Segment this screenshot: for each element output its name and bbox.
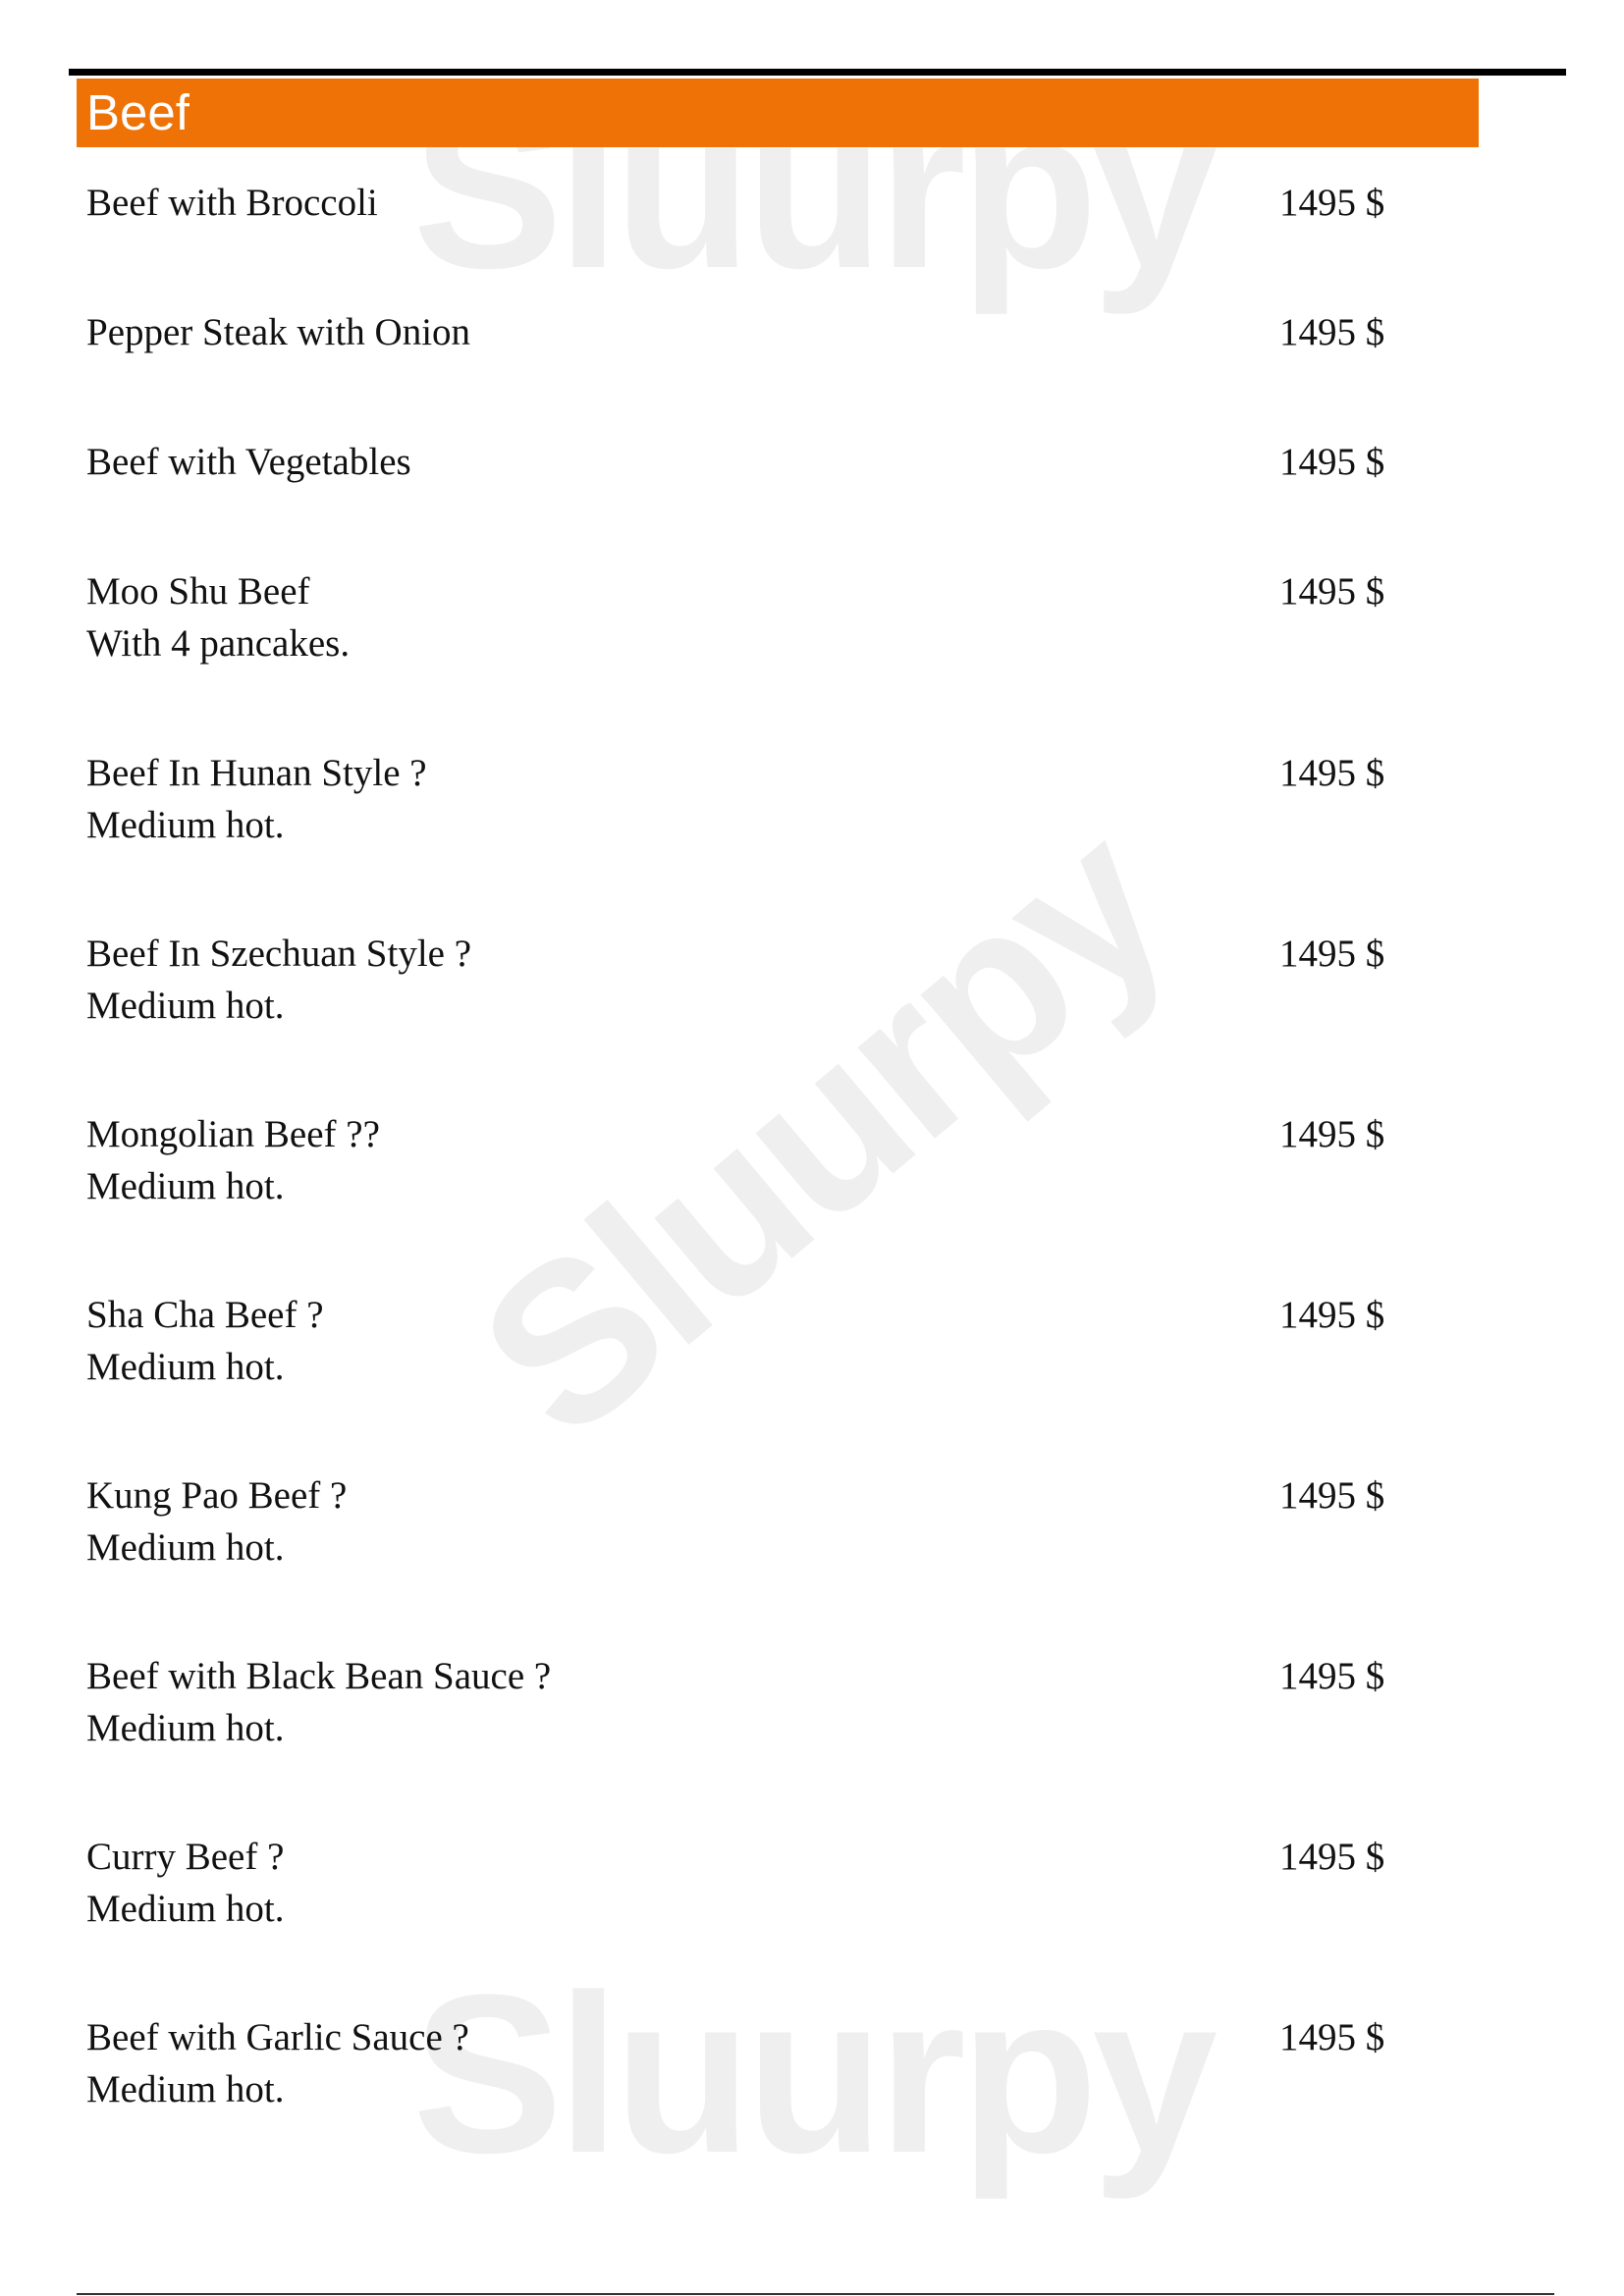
menu-item	[86, 2011, 1432, 2115]
menu-item-price: 1495 $	[1279, 752, 1385, 794]
menu-item	[86, 1469, 1432, 1574]
menu-item	[86, 565, 1432, 669]
menu-item-description: Medium hot.	[86, 985, 285, 1027]
menu-item-name: Beef with Vegetables	[86, 441, 411, 483]
menu-item-price: 1495 $	[1279, 933, 1385, 975]
menu-item-price: 1495 $	[1279, 1474, 1385, 1517]
menu-item-description: Medium hot.	[86, 1888, 285, 1930]
menu-item-name: Sha Cha Beef ?	[86, 1294, 324, 1336]
watermark-bottom: Sluurpy	[412, 1948, 1213, 2200]
menu-item	[86, 177, 1432, 229]
menu-item	[86, 306, 1432, 358]
menu-item-price: 1495 $	[1279, 311, 1385, 353]
menu-item-price: 1495 $	[1279, 2016, 1385, 2058]
menu-item-price: 1495 $	[1279, 570, 1385, 613]
menu-item-price: 1495 $	[1279, 182, 1385, 224]
menu-item-description: Medium hot.	[86, 1707, 285, 1749]
menu-item-price: 1495 $	[1279, 441, 1385, 483]
menu-item-description: With 4 pancakes.	[86, 622, 351, 665]
menu-item-name: Beef with Garlic Sauce ?	[86, 2016, 469, 2058]
menu-item	[86, 747, 1432, 851]
watermark-middle: Sluurpy	[434, 777, 1210, 1485]
menu-item-name: Pepper Steak with Onion	[86, 311, 471, 353]
menu-item-name: Curry Beef ?	[86, 1836, 285, 1878]
menu-item-name: Moo Shu Beef	[86, 570, 310, 613]
menu-item-name: Beef In Szechuan Style ?	[86, 933, 472, 975]
bottom-rule	[77, 2293, 1554, 2295]
menu-item-price: 1495 $	[1279, 1113, 1385, 1155]
menu-item-description: Medium hot.	[86, 804, 285, 846]
menu-item-price: 1495 $	[1279, 1836, 1385, 1878]
menu-item	[86, 1289, 1432, 1393]
watermark-top: Sluurpy	[412, 63, 1213, 315]
menu-item-name: Beef with Black Bean Sauce ?	[86, 1655, 552, 1697]
menu-item	[86, 1108, 1432, 1212]
menu-item	[86, 1650, 1432, 1754]
menu-item-name: Kung Pao Beef ?	[86, 1474, 348, 1517]
menu-item-name: Beef In Hunan Style ?	[86, 752, 427, 794]
menu-item-description: Medium hot.	[86, 1346, 285, 1388]
menu-item	[86, 436, 1432, 488]
menu-item-name: Beef with Broccoli	[86, 182, 378, 224]
menu-item-name: Mongolian Beef ??	[86, 1113, 380, 1155]
menu-item	[86, 1831, 1432, 1935]
menu-item-description: Medium hot.	[86, 1526, 285, 1569]
menu-item-description: Medium hot.	[86, 2068, 285, 2110]
menu-item	[86, 928, 1432, 1032]
menu-item-price: 1495 $	[1279, 1294, 1385, 1336]
section-title: Beef	[86, 84, 189, 140]
menu-item-price: 1495 $	[1279, 1655, 1385, 1697]
menu-item-description: Medium hot.	[86, 1165, 285, 1207]
